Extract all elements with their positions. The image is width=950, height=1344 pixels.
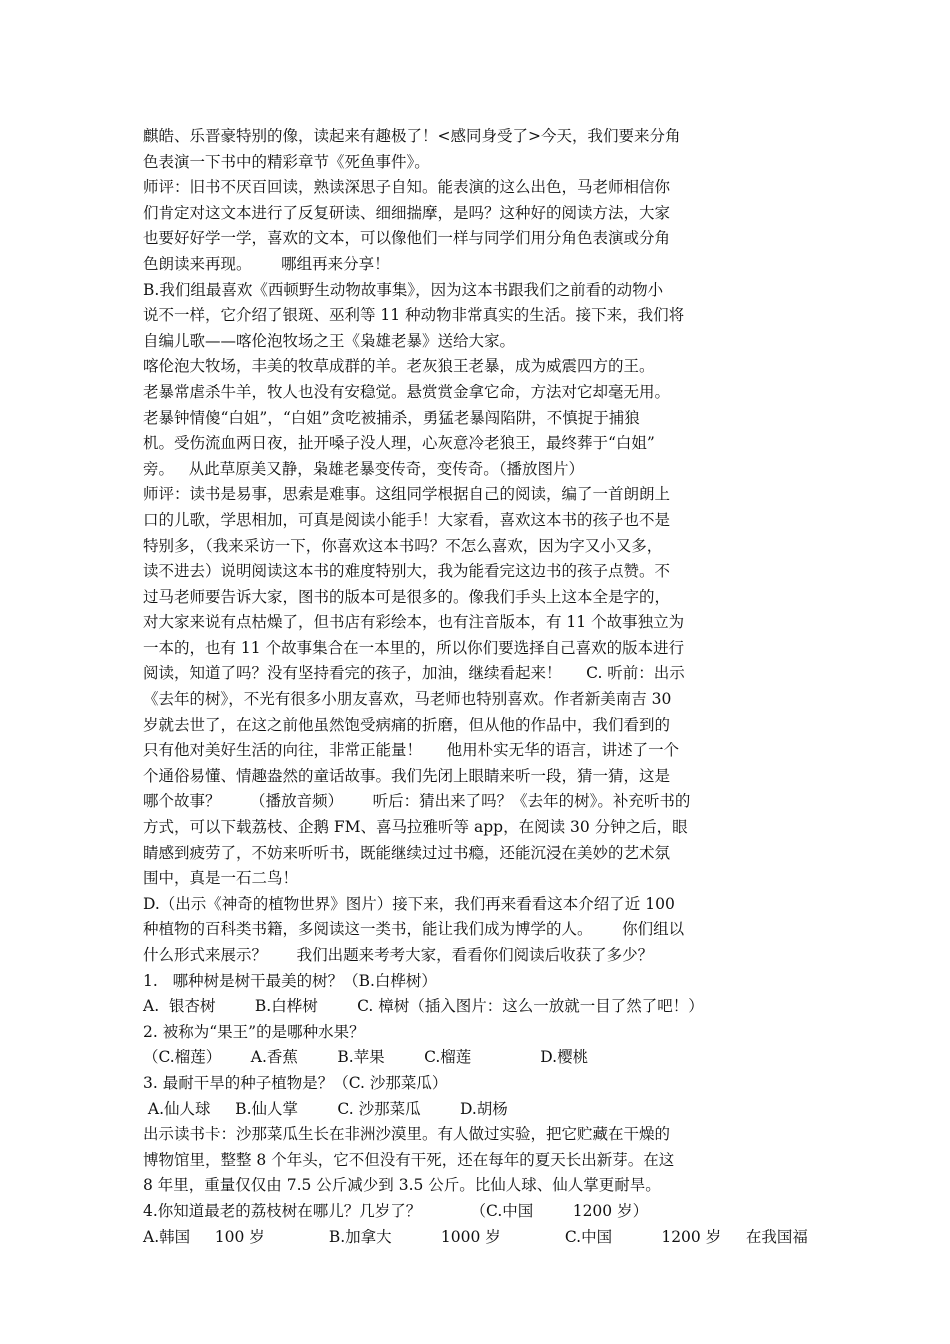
text-line: 睛感到疲劳了，不妨来听听书，既能继续过过书瘾，还能沉浸在美妙的艺术氛 [143,843,671,862]
text-line: 3. 最耐干旱的种子植物是？（C. 沙那菜瓜） [143,1073,448,1092]
text-line: A.仙人球 B.仙人掌 C. 沙那菜瓜 D.胡杨 [143,1099,508,1118]
text-line: 说不一样，它介绍了银斑、巫利等 11 种动物非常真实的生活。接下来，我们将 [143,306,685,325]
text-line: 1. 哪种树是树干最美的树？（B.白桦树） [143,971,437,990]
text-line: 旁。 从此草原美又静，枭雄老暴变传奇，变传奇。（播放图片） [143,459,585,478]
text-line: 什么形式来展示？ 我们出题来考考大家，看看你们阅读后收获了多少？ [143,946,654,964]
text-line: （C.榴莲） A.香蕉 B.苹果 C.榴莲 D.樱桃 [143,1048,589,1067]
text-line: 博物馆里，整整 8 个年头，它不但没有干死，还在每年的夏天长出新芽。在这 [143,1150,675,1169]
text-line: 个通俗易懂、情趣盎然的童话故事。我们先闭上眼睛来听一段，猜一猜，这是 [143,766,671,785]
text-line: 岁就去世了，在这之前他虽然饱受病痛的折磨，但从他的作品中，我们看到的 [143,715,671,734]
text-line: 自编儿歌——喀伦泡牧场之王《枭雄老暴》送给大家。 [143,331,516,350]
text-line: A.韩国 100 岁 B.加拿大 1000 岁 C.中国 1200 岁 在我国福 [143,1227,808,1246]
text-line: 哪个故事？ （播放音频） 听后：猜出来了吗？《去年的树》。补充听书的 [143,792,691,811]
text-line: 口的儿歌，学思相加，可真是阅读小能手！大家看，喜欢这本书的孩子也不是 [143,510,671,529]
text-line: D.（出示《神奇的植物世界》图片）接下来，我们再来看看这本介绍了近 100 [143,894,675,913]
text-line: 特别多，（我来采访一下，你喜欢这本书吗？不怎么喜欢，因为字又小又多， [143,536,663,555]
text-line: 过马老师要告诉大家，图书的版本可是很多的。像我们手头上这本全是字的， [143,587,671,606]
text-line: 师评：旧书不厌百回读，熟读深思子自知。能表演的这么出色，马老师相信你 [143,178,671,197]
text-line: 们肯定对这文本进行了反复研读、细细揣摩，是吗？这种好的阅读方法，大家 [143,203,671,222]
text-line: 《去年的树》，不光有很多小朋友喜欢，马老师也特别喜欢。作者新美南吉 30 [143,690,672,709]
text-line: 种植物的百科类书籍，多阅读这一类书，能让我们成为博学的人。 你们组以 [143,920,685,939]
text-line: A. 银杏树 B.白桦树 C. 樟树（插入图片：这么一放就一目了然了吧！） [143,997,704,1016]
text-line: 老暴钟情傻“白姐”，“白姐”贪吃被捕杀，勇猛老暴闯陷阱，不慎捉于捕狼 [143,408,640,427]
text-line: 阅读，知道了吗？没有坚持看完的孩子，加油，继续看起来！ C. 听前：出示 [143,664,685,683]
text-line: 围中，真是一石二鸟！ [143,869,299,888]
text-line: 对大家来说有点枯燥了，但书店有彩绘本，也有注音版本，有 11 个故事独立为 [143,613,685,632]
text-line: 只有他对美好生活的向往，非常正能量！ 他用朴实无华的语言，讲述了一个 [143,741,680,760]
text-line: 方式，可以下载荔枝、企鹅 FM、喜马拉雅听等 app，在阅读 30 分钟之后，眼 [143,818,688,837]
text-line: 一本的，也有 11 个故事集合在一本里的，所以你们要选择自己喜欢的版本进行 [143,638,685,657]
text-line: 喀伦泡大牧场，丰美的牧草成群的羊。老灰狼王老暴，成为威震四方的王。 [143,357,655,376]
text-line: 师评：读书是易事，思索是难事。这组同学根据自己的阅读，编了一首朗朗上 [143,485,671,504]
text-line: 也要好好学一学，喜欢的文本，可以像他们一样与同学们用分角色表演或分角 [143,229,671,248]
text-line: B.我们组最喜欢《西顿野生动物故事集》，因为这本书跟我们之前看的动物小 [143,280,664,299]
text-line: 麒皓、乐晋豪特别的像，读起来有趣极了！<感同身受了>今天，我们要来分角 [143,127,681,145]
text-line: 2. 被称为“果王”的是哪种水果？ [143,1022,365,1041]
text-line: 读不进去）说明阅读这本书的难度特别大，我为能看完这边书的孩子点赞。不 [143,562,671,581]
text-line: 色表演一下书中的精彩章节《死鱼事件》。 [143,152,430,171]
text-line: 出示读书卡：沙那菜瓜生长在非洲沙漠里。有人做过实验，把它贮藏在干燥的 [143,1125,671,1144]
text-line: 色朗读来再现。 哪组再来分享！ [143,254,390,273]
text-line: 老暴常虐杀牛羊，牧人也没有安稳觉。悬赏赏金拿它命，方法对它却毫无用。 [143,382,671,401]
document-page [143,124,813,1250]
text-line: 8 年里，重量仅仅由 7.5 公斤减少到 3.5 公斤。比仙人球、仙人掌更耐旱。 [143,1176,661,1195]
text-line: 4.你知道最老的荔枝树在哪儿？几岁了？ （C.中国 1200 岁） [143,1201,649,1220]
text-line: 机。受伤流血两日夜，扯开嗓子没人理，心灰意冷老狼王，最终葬于“白姐” [143,434,655,453]
